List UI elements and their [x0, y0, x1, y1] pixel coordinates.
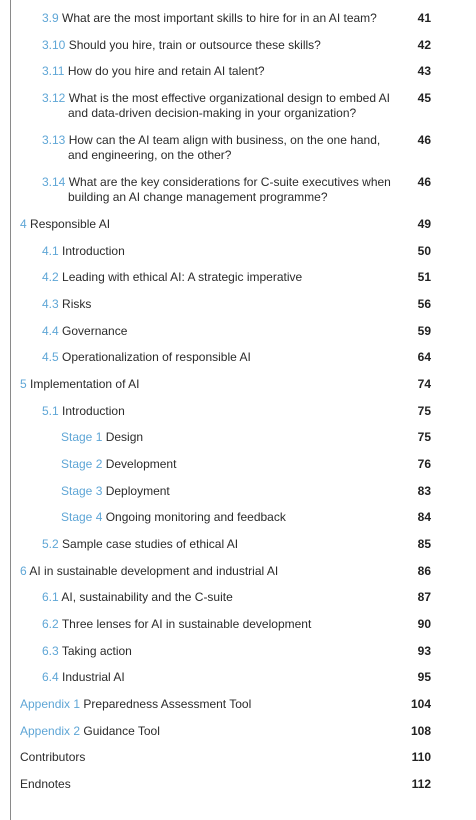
page-number: 76 — [417, 457, 431, 471]
page-number: 51 — [417, 270, 431, 284]
page-number: 45 — [417, 91, 431, 105]
page-number: 86 — [417, 564, 431, 578]
page-number: 43 — [417, 64, 431, 78]
page-number: 75 — [417, 430, 431, 444]
section-title: Endnotes — [20, 777, 71, 791]
appendix-number: Appendix 1 — [20, 697, 81, 711]
page-number: 59 — [417, 324, 431, 338]
section-title: Introduction — [62, 244, 125, 258]
page-number: 110 — [411, 750, 431, 764]
section-title: Taking action — [61, 644, 132, 658]
section-number: 3.10 — [42, 38, 66, 52]
page-number: 87 — [417, 590, 431, 604]
page-number: 64 — [417, 350, 431, 364]
stage-number: Stage 2 — [61, 457, 103, 471]
page-number: 49 — [417, 217, 431, 231]
section-title-continued: and data-driven decision-making in your organization? — [68, 106, 357, 120]
section-title: Risks — [62, 297, 92, 311]
section-number: 4.3 — [42, 297, 59, 311]
section-title: Introduction — [62, 404, 125, 418]
section-title: Deployment — [105, 484, 170, 498]
section-title: Sample case studies of ethical AI — [62, 537, 239, 551]
section-number: 5 — [20, 377, 27, 391]
page-number: 90 — [417, 617, 431, 631]
section-number: 4.1 — [42, 244, 59, 258]
page-number: 50 — [417, 244, 431, 258]
section-title: Implementation of AI — [30, 377, 140, 391]
section-title: Industrial AI — [62, 670, 125, 684]
page-number: 83 — [417, 484, 431, 498]
section-title: Preparedness Assessment Tool — [83, 697, 252, 711]
section-number: 3.11 — [42, 64, 65, 78]
stage-number: Stage 4 — [61, 510, 103, 524]
page-number: 56 — [417, 297, 431, 311]
section-title: Should you hire, train or outsource these skills? — [68, 38, 321, 52]
page-number: 104 — [410, 697, 431, 711]
section-title: AI, sustainability and the C-suite — [61, 590, 233, 604]
section-title: Ongoing monitoring and feedback — [105, 510, 286, 524]
page-number: 84 — [417, 510, 431, 524]
page-number: 85 — [417, 537, 431, 551]
page-number: 74 — [417, 377, 431, 391]
section-title: Leading with ethical AI: A strategic imperative — [62, 270, 303, 284]
stage-number: Stage 1 — [61, 430, 103, 444]
section-number: 4.5 — [42, 350, 59, 364]
page-number: 46 — [417, 133, 431, 147]
section-title: Three lenses for AI in sustainable development — [61, 617, 312, 631]
section-number: 6 — [20, 564, 27, 578]
page-number: 46 — [417, 175, 431, 189]
section-title: Responsible AI — [30, 217, 111, 231]
section-number: 5.1 — [42, 404, 59, 418]
section-title-continued: and engineering, on the other? — [68, 148, 232, 162]
section-number: 6.2 — [42, 617, 59, 631]
section-number: 3.12 — [42, 91, 66, 105]
section-title: Operationalization of responsible AI — [62, 350, 251, 364]
section-title: How can the AI team align with business, on the one hand, — [68, 133, 381, 147]
section-title: Design — [105, 430, 144, 444]
page-number: 41 — [417, 11, 431, 25]
section-title: How do you hire and retain AI talent? — [67, 64, 265, 78]
stage-number: Stage 3 — [61, 484, 103, 498]
page-number: 108 — [410, 724, 431, 738]
section-number: 4.2 — [42, 270, 59, 284]
section-title: What are the key considerations for C-suite executives when — [68, 175, 391, 189]
section-title: What is the most effective organizational design to embed AI — [68, 91, 390, 105]
section-number: 6.4 — [42, 670, 59, 684]
section-number: 6.3 — [42, 644, 59, 658]
page-number: 75 — [417, 404, 431, 418]
section-number: 3.9 — [42, 11, 59, 25]
page-number: 95 — [417, 670, 431, 684]
section-title: Contributors — [20, 750, 86, 764]
page-number: 93 — [417, 644, 431, 658]
section-title: What are the most important skills to hire for in an AI team? — [62, 11, 377, 25]
section-number: 3.14 — [42, 175, 66, 189]
section-title: Development — [105, 457, 177, 471]
appendix-number: Appendix 2 — [20, 724, 81, 738]
section-number: 4 — [20, 217, 27, 231]
section-number: 6.1 — [42, 590, 59, 604]
section-number: 4.4 — [42, 324, 59, 338]
section-title: Governance — [62, 324, 128, 338]
page-number: 42 — [417, 38, 431, 52]
section-number: 3.13 — [42, 133, 66, 147]
section-title-continued: building an AI change management programme? — [68, 190, 328, 204]
page-number: 112 — [411, 777, 431, 791]
section-number: 5.2 — [42, 537, 59, 551]
section-title: AI in sustainable development and industrial AI — [29, 564, 279, 578]
section-title: Guidance Tool — [83, 724, 160, 738]
